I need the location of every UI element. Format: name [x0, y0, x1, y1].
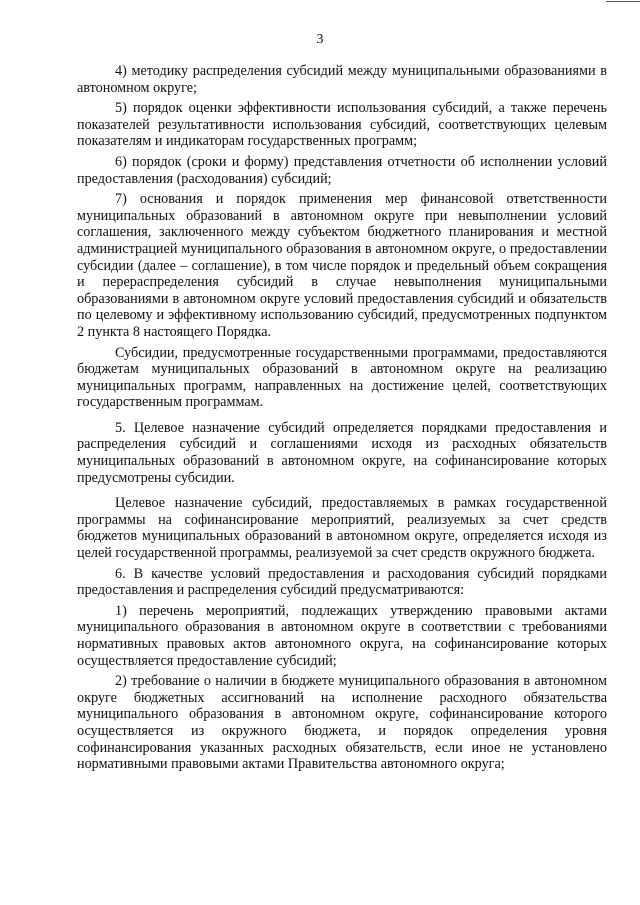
paragraph-section-5: 5. Целевое назначение субсидий определяется порядками предоставления и распределения субсидий и соглашениями исходя из расходных обязательств муниципальных образований в автономном округе, на софинансирование которых предусмотрены субсидии.: [77, 419, 607, 486]
document-body: [77, 63, 607, 775]
paragraph-target-purpose: Целевое назначение субсидий, предоставляемых в рамках государственной программы на софинансирование мероприятий, реализуемых за счет средств бюджетов муниципальных образований в автономном округе, определяется исходя из целей государственной программы, реализуемой за счет средств окружного бюджета.: [77, 495, 607, 562]
paragraph-item-4: 4) методику распределения субсидий между муниципальными образованиями в автономном округе;: [77, 63, 607, 96]
paragraph-item-6: 6) порядок (сроки и форму) представления отчетности об исполнении условий предоставления (расходования) субсидий;: [77, 153, 607, 187]
paragraph-section-6: 6. В качестве условий предоставления и расходования субсидий порядками предоставления и распределения субсидий предусматриваются:: [77, 565, 607, 599]
corner-mark: [606, 1, 640, 2]
paragraph-subsidies-programs: Субсидии, предусмотренные государственными программами, предоставляются бюджетам муниципальных образований в автономном округе на реализацию муниципальных программ, направленных на достижение целей, соответствующих государственным программам.: [77, 344, 607, 411]
paragraph-condition-2: 2) требование о наличии в бюджете муниципального образования в автономном округе бюджетных ассигнований на исполнение расходного обязательства муниципального образования в автономном округе, софинансирование которого осуществляется из окружного бюджета, и порядок определения уровня софинансирования указанных расходных обязательств, если иное не установлено нормативными правовыми актами Правительства автономного округа;: [77, 673, 607, 773]
paragraph-condition-1: 1) перечень мероприятий, подлежащих утверждению правовыми актами муниципального образования в автономном округе в соответствии с требованиями нормативных правовых актов автономного округа, на софинансирование которых осуществляется предоставление субсидий;: [77, 602, 607, 669]
page-number: 3: [316, 32, 324, 47]
paragraph-item-5: 5) порядок оценки эффективности использования субсидий, а также перечень показателей результативности использования субсидий, соответствующих целевым показателям и индикаторам государственных программ;: [77, 100, 607, 150]
paragraph-item-7: 7) основания и порядок применения мер финансовой ответственности муниципальных образований в автономном округе при невыполнении условий соглашения, заключенного между субъектом бюджетного планирования и местной администрацией муниципального образования в автономном округе, о предоставлении субсидии (далее – соглашение), в том числе порядок и предельный объем сокращения и перераспределения субсидий в случае невыполнения муниципальными образованиями в автономном округе условий предоставления субсидий и обязательств по целевому и эффективному использованию субсидий, предусмотренных подпунктом 2 пункта 8 настоящего Порядка.: [77, 191, 607, 340]
